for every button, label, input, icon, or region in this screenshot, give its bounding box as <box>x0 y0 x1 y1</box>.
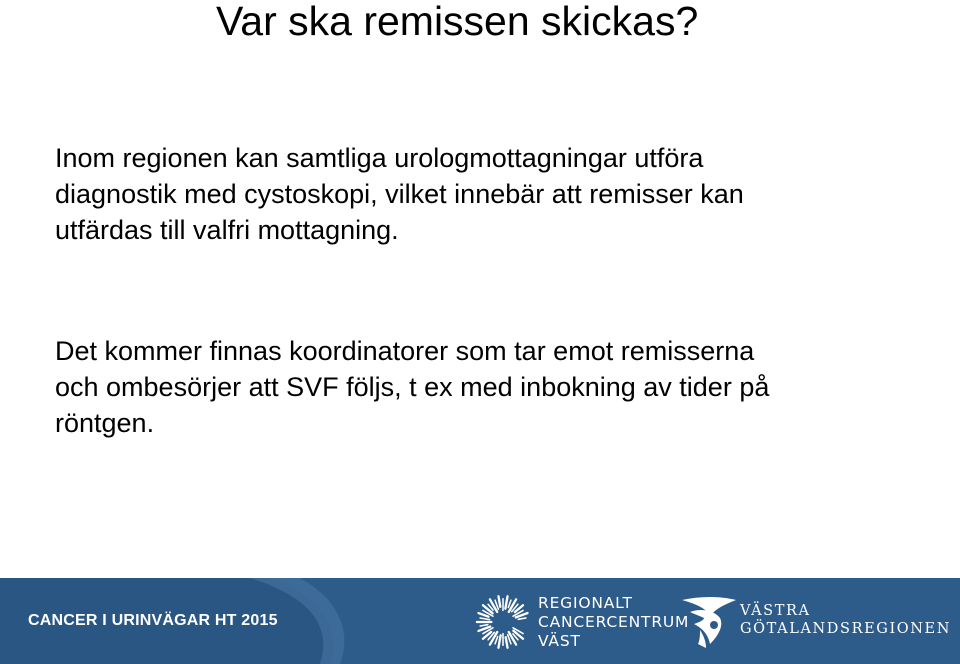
paragraph-coordinators <box>55 333 935 441</box>
rcc-starburst-ray <box>480 618 490 620</box>
vgr-logo <box>680 594 950 654</box>
paragraph-line: röntgen. <box>55 408 155 438</box>
rcc-starburst-ray <box>508 600 511 607</box>
rcc-starburst-ray <box>506 637 508 647</box>
paragraph-line: Det kommer finnas koordinatorer som tar emot remisserna <box>55 336 755 366</box>
rcc-logo-line: CANCERCENTRUM <box>538 613 690 631</box>
rcc-logo <box>474 588 690 656</box>
vgr-logo-line: GÖTALANDSREGIONEN <box>740 621 952 637</box>
rcc-starburst-ray <box>480 625 488 626</box>
paragraph-line: diagnostik med cystoskopi, vilket innebär att remisser kan <box>55 179 744 209</box>
rcc-starburst-icon <box>474 593 532 651</box>
rcc-logo-line: REGIONALT <box>538 594 633 612</box>
rcc-starburst-ray <box>495 637 498 644</box>
rcc-starburst-ray <box>518 618 526 619</box>
vgr-logo-line: VÄSTRA <box>740 603 811 619</box>
rcc-logo-line: VÄST <box>538 632 581 650</box>
footer-bar <box>0 578 960 664</box>
vgr-swirl-icon <box>680 594 738 650</box>
paragraph-line: och ombesörjer att SVF följs, t ex med inbokning av tider på <box>55 372 770 402</box>
rcc-starburst-ray <box>498 596 500 606</box>
paragraph-line: utfärdas till valfri mottagning. <box>55 215 399 245</box>
paragraph-regional-diagnostics <box>55 140 935 248</box>
slide-title: Var ska remissen skickas? <box>216 0 699 44</box>
rcc-starburst-ray <box>498 635 500 647</box>
footer-caption: CANCER I URINVÄGAR HT 2015 <box>28 612 278 629</box>
paragraph-line: Inom regionen kan samtliga urologmottagningar utföra <box>55 143 704 173</box>
rcc-starburst-ray <box>505 596 507 608</box>
